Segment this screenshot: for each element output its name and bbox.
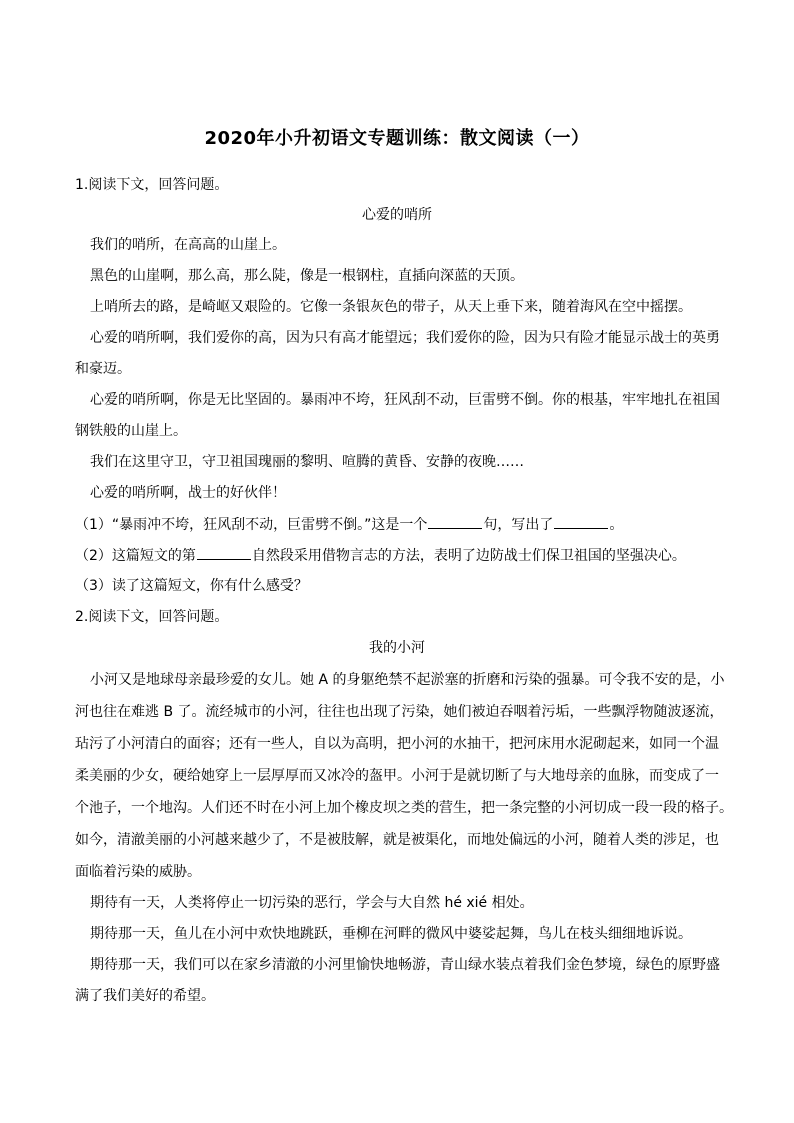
q2-paragraph-cont: 玷污了小河清白的面容；还有一些人，自以为高明，把小河的水抽干，把河床用水泥砌起来，如同一个温	[75, 736, 719, 752]
q1-sub1-text-b: 句，写出了	[483, 517, 554, 533]
q2-paragraph-cont: 河也往在难逃 B 了。流经城市的小河，往往也出现了污染，她们被迫吞咽着污垢，一些飘浮物随波逐流，	[75, 704, 724, 720]
q1-paragraph: 心爱的哨所啊，我们爱你的高，因为只有高才能望远；我们爱你的险，因为只有险才能显示战士的英勇	[90, 330, 720, 346]
q1-sub1-text-c: 。	[609, 517, 624, 533]
q1-paragraph: 黑色的山崖啊，那么高，那么陡，像是一根钢柱，直插向深蓝的天顶。	[90, 268, 524, 284]
q1-paragraph: 上哨所去的路，是崎岖又艰险的。它像一条银灰色的带子，从天上垂下来，随着海风在空中摇摆。	[90, 299, 692, 315]
q2-paragraph-cont: 满了我们美好的希望。	[75, 988, 215, 1004]
q1-sub1-text-a: （1）“暴雨冲不垮，狂风刮不动，巨雷劈不倒。”这是一个	[75, 517, 428, 533]
q1-subquestion-3: （3）读了这篇短文，你有什么感受？	[75, 578, 308, 594]
q1-passage-title: 心爱的哨所	[362, 207, 432, 223]
answer-blank[interactable]	[554, 514, 608, 529]
q2-paragraph: 期待那一天，鱼儿在小河中欢快地跳跃，垂柳在河畔的微风中婆娑起舞，鸟儿在枝头细细地诉说。	[90, 926, 692, 942]
q1-sub2-text-a: （2）这篇短文的第	[75, 548, 196, 564]
q1-prompt: 1.阅读下文，回答问题。	[75, 177, 229, 193]
q1-sub2-text-b: 自然段采用借物言志的方法，表明了边防战士们保卫祖国的坚强决心。	[251, 548, 686, 564]
q1-subquestion-2	[75, 545, 723, 566]
q2-paragraph-cont: 柔美丽的少女，硬给她穿上一层厚厚而又冰冷的盔甲。小河于是就切断了与大地母亲的血脉，而变成了一	[75, 768, 719, 784]
q2-prompt: 2.阅读下文，回答问题。	[75, 609, 229, 625]
q2-paragraph: 期待有一天，人类将停止一切污染的恶行，学会与大自然 hé xié 相处。	[90, 895, 534, 911]
q2-paragraph-cont: 面临着污染的威胁。	[75, 864, 201, 880]
answer-blank[interactable]	[428, 514, 482, 529]
answer-blank[interactable]	[197, 545, 251, 560]
q1-paragraph-cont: 和豪迈。	[75, 361, 131, 377]
q1-paragraph: 我们在这里守卫，守卫祖国瑰丽的黎明、喧腾的黄昏、安静的夜晚……	[90, 454, 524, 470]
q2-passage-title: 我的小河	[369, 640, 425, 656]
q1-paragraph: 心爱的哨所啊，战士的好伙伴！	[90, 485, 286, 501]
q1-subquestion-1	[75, 514, 723, 535]
q1-paragraph: 心爱的哨所啊，你是无比坚固的。暴雨冲不垮，狂风刮不动，巨雷劈不倒。你的根基，牢牢地扎在祖国	[90, 392, 720, 408]
page-title: 2020年小升初语文专题训练：散文阅读（一）	[204, 128, 590, 149]
q2-paragraph-cont: 如今，清澈美丽的小河越来越少了，不是被肢解，就是被渠化，而地处偏远的小河，随着人类的涉足，也	[75, 832, 719, 848]
q1-paragraph: 我们的哨所，在高高的山崖上。	[90, 237, 286, 253]
q2-paragraph-cont: 个池子，一个地沟。人们还不时在小河上加个橡皮坝之类的营生，把一条完整的小河切成一段一段的格子。	[75, 800, 733, 816]
q2-paragraph: 小河又是地球母亲最珍爱的女儿。她 A 的身躯绝禁不起淤塞的折磨和污染的强暴。可令我不安的是，小	[90, 672, 725, 688]
q2-paragraph: 期待那一天，我们可以在家乡清澈的小河里愉快地畅游，青山绿水装点着我们金色梦境，绿色的原野盛	[90, 957, 720, 973]
q1-paragraph-cont: 钢铁般的山崖上。	[75, 423, 187, 439]
